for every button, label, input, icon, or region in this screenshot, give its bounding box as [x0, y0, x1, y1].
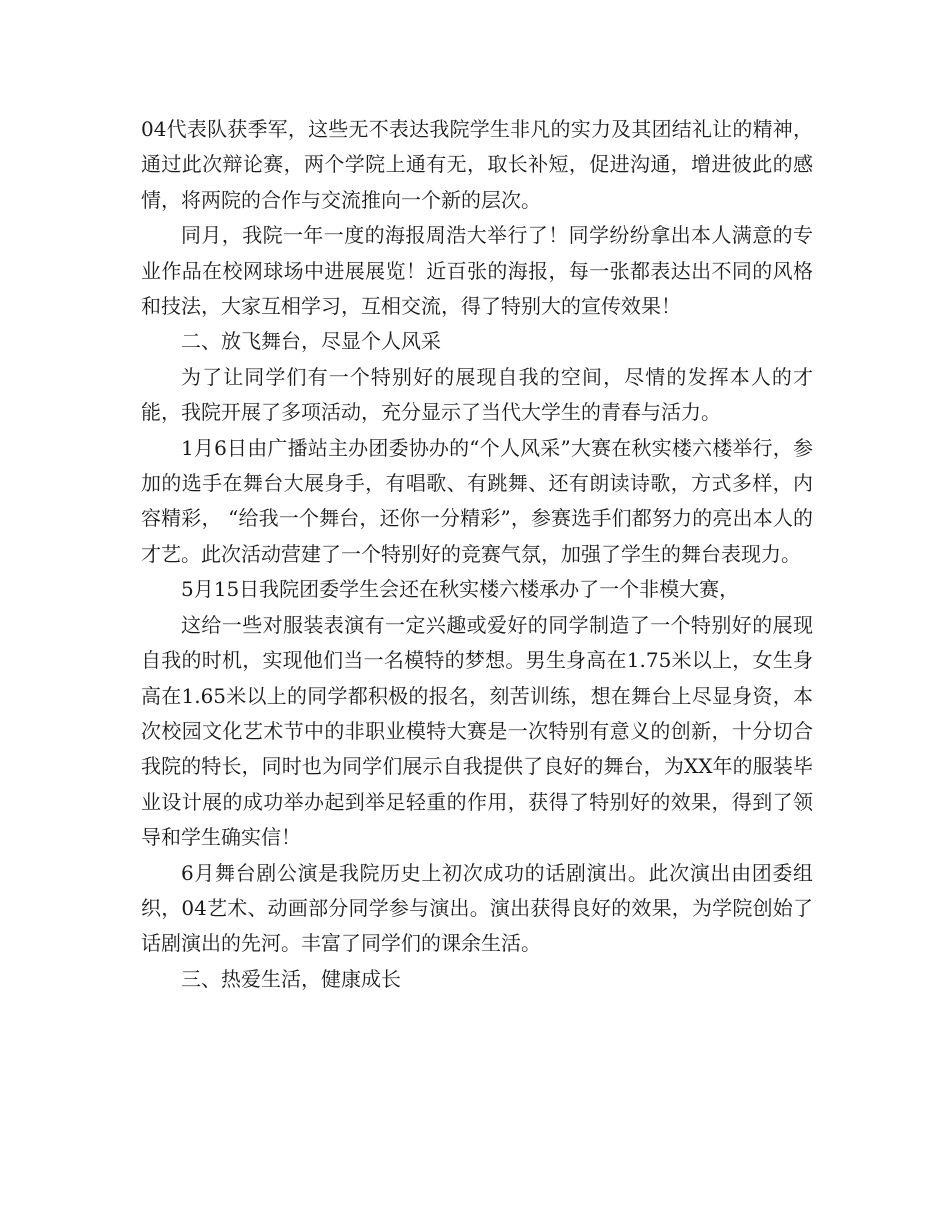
- paragraph-model-contest-detail: 这给一些对服装表演有一定兴趣或爱好的同学制造了一个特别好的展现自我的时机，实现他们当一名模特的梦想。男生身高在1.75米以上，女生身高在1.65米以上的同学都积极的报名，刻苦训练，想在舞台上尽显身资，本次校园文化艺术节中的非职业模特大赛是一次特别有意义的创新，十分切合我院的特长，同时也为同学们展示自我提供了良好的舞台，为XX年的服装毕业设计展的成功举办起到举足轻重的作用，获得了特别好的效果，得到了领导和学生确实信！: [141, 612, 813, 850]
- paragraph-activities-intro: 为了让同学们有一个特别好的展现自我的空间，尽情的发挥本人的才能，我院开展了多项活动，充分显示了当代大学生的青春与活力。: [141, 364, 813, 425]
- section-heading-healthy-life: 三、热爱生活，健康成长: [181, 966, 401, 991]
- paragraph-debate-result: 04代表队获季军，这些无不表达我院学生非凡的实力及其团结礼让的精神，通过此次辩论赛，两个学院上通有无，取长补短，促进沟通，增进彼此的感情，将两院的合作与交流推向一个新的层次。: [141, 117, 813, 212]
- section-heading-stage: 二、放飞舞台，尽显个人风采: [181, 329, 441, 354]
- document-page: [141, 112, 813, 997]
- paragraph-model-contest-intro: 5月15日我院团委学生会还在秋实楼六楼承办了一个非模大赛，: [181, 577, 740, 602]
- paragraph-poster-week: 同月，我院一年一度的海报周浩大举行了！同学纷纷拿出本人满意的专业作品在校网球场中进展展览！近百张的海报，每一张都表达出不同的风格和技法，大家互相学习，互相交流，得了特别大的宣传效果！: [141, 223, 813, 319]
- paragraph-personal-style-contest: 1月6日由广播站主办团委协办的“个人风采”大赛在秋实楼六楼举行，参加的选手在舞台大展身手，有唱歌、有跳舞、还有朗读诗歌，方式多样，内容精彩， “给我一个舞台，还你一分精彩”，参赛选手们都努力的亮出本人的才艺。此次活动营建了一个特别好的竞赛气氛，加强了学生的舞台表现力。: [141, 435, 813, 566]
- paragraph-stage-play: 6月舞台剧公演是我院历史上初次成功的话剧演出。此次演出由团委组织，04艺术、动画部分同学参与演出。演出获得良好的效果，为学院创始了话剧演出的先河。丰富了同学们的课余生活。: [141, 860, 813, 956]
